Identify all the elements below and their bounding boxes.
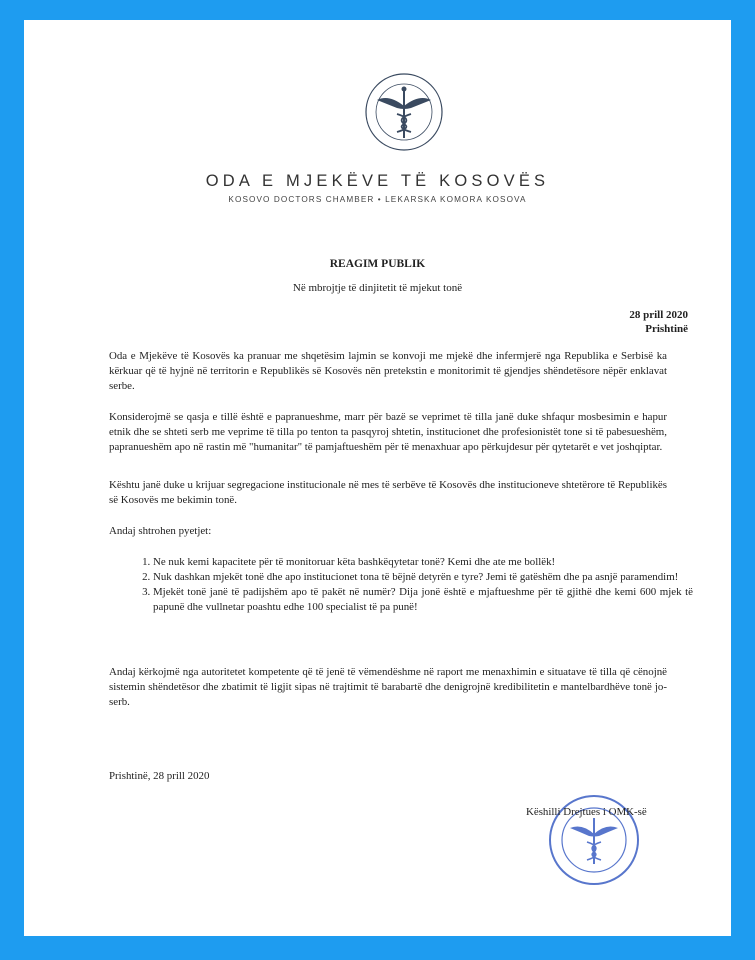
paragraph: Oda e Mjekëve të Kosovës ka pranuar me shqetësim lajmin se konvoji me mjekë dhe infermjerë nga Republika e Serbisë ka kërkuar që të hyjnë në territorin e Republikës së Kosovës nën pretekstin e monitorimit të gjendjes shëndetësore nëpër enklavat serbe. — [109, 350, 667, 392]
list-item: 2. Nuk dashkan mjekët tonë dhe apo institucionet tona të bëjnë detyrën e tyre? Jemi të gatëshëm dhe pa asnjë paramendim! — [153, 570, 693, 585]
document-subtitle: Në mbrojtje të dinjitetit të mjekut tonë — [292, 282, 463, 294]
caduceus-icon — [359, 64, 449, 174]
paragraph: Andaj shtrohen pyetjet: — [109, 525, 212, 537]
list-item: 1. Ne nuk kemi kapacitete për të monitoruar këta bashkëqytetar tonë? Kemi dhe ate me bollëk! — [153, 555, 693, 570]
document-title: REAGIM PUBLIK — [329, 258, 426, 270]
organization-subtitle: KOSOVO DOCTORS CHAMBER • LEKARSKA KOMORA KOSOVA — [228, 195, 527, 204]
document-place: Prishtinë — [645, 323, 688, 335]
list-item: 3. Mjekët tonë janë të padijshëm apo të pakët në numër? Dija jonë është e mjaftueshme për të gjithë dhe kemi 600 mjek të papunë dhe vullnetar poashtu edhe 100 specialist të pa punë! — [153, 585, 693, 614]
date-block — [629, 308, 688, 336]
stamp-icon — [544, 790, 644, 890]
document-page — [24, 20, 731, 936]
omk-logo — [359, 64, 449, 174]
organization-name: ODA E MJEKËVE TË KOSOVËS — [205, 172, 550, 190]
questions-list — [128, 555, 693, 615]
document-date: 28 prill 2020 — [629, 309, 688, 321]
closing-place-date: Prishtinë, 28 prill 2020 — [109, 770, 210, 782]
paragraph: Andaj kërkojmë nga autoritetet kompetente që të jenë të vëmendëshme në raport me menaxhimin e situatave të tilla që cënojnë sistemin shëndetësor dhe zbatimit të ligjit sipas në trajtimit të barabartë dhe denigrojnë kredibilitetin e mantelbardhëve tonë jo-serb. — [109, 666, 667, 708]
paragraph: Kështu janë duke u krijuar segregacione institucionale në mes të serbëve të Kosovës dhe institucioneve shtetërore të Republikës së Kosovës me bekimin tonë. — [109, 479, 667, 506]
signature-line: Këshilli Drejtues i OMK-së — [526, 806, 647, 818]
paragraph: Konsiderojmë se qasja e tillë është e papranueshme, marr për bazë se veprimet të tilla janë duke shfaqur mosbesimin e hapur etnik dhe se shteti serb me veprime të tilla po tenton ta pasqyroj shtetin, institucionet dhe profesionistët tone si të pabesueshëm, papranueshëm apo në rastin më "humanitar" të pamjaftueshëm për të menaxhuar apo përkujdesur për qytetarët e vet joshqiptar. — [109, 411, 667, 453]
